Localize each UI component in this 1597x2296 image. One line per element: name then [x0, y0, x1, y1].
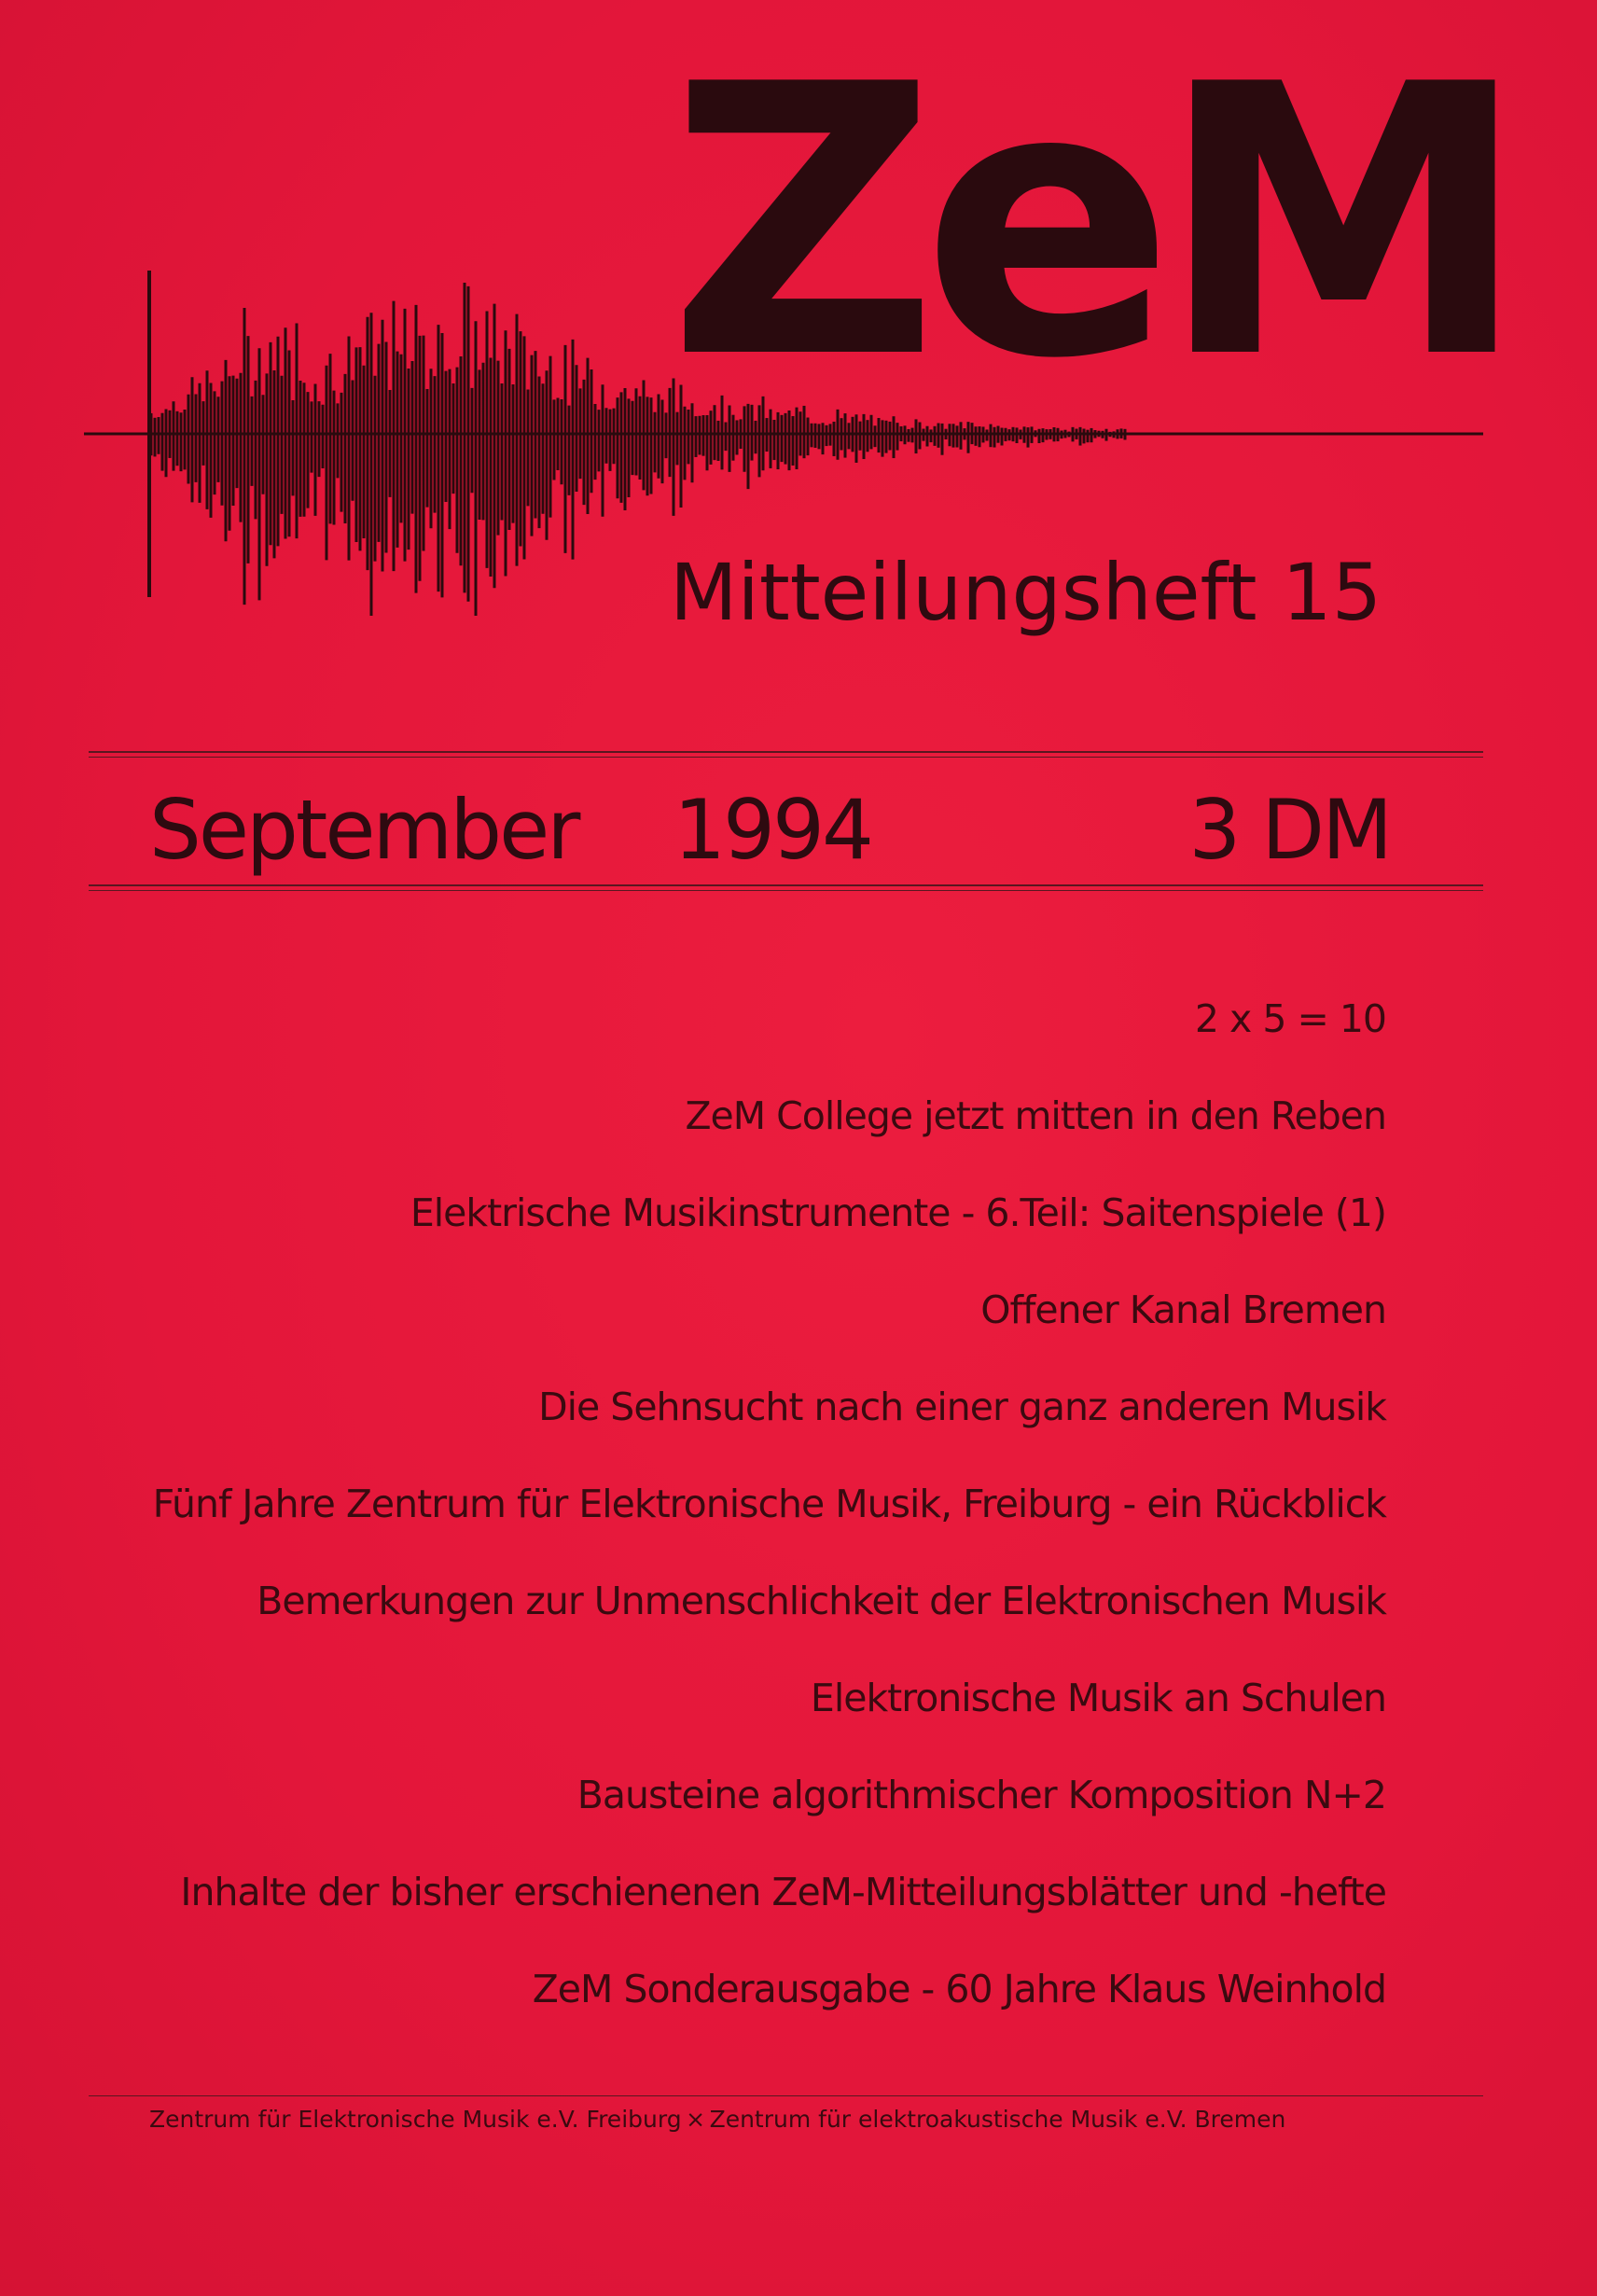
toc-item: Elektronische Musik an Schulen — [810, 1676, 1386, 1720]
toc-item: ZeM Sonderausgabe - 60 Jahre Klaus Weinhold — [532, 1967, 1386, 2011]
issue-price: 3 DM — [1188, 782, 1390, 878]
toc-item: Elektrische Musikinstrumente - 6.Teil: Saitenspiele (1) — [410, 1190, 1386, 1235]
toc-item: 2 x 5 = 10 — [1194, 996, 1386, 1041]
divider-bottom-thin — [89, 890, 1483, 891]
divider-bottom — [89, 884, 1483, 886]
issue-subtitle: Mitteilungsheft 15 — [670, 547, 1382, 638]
footer-publisher-bremen: Zentrum für elektroakustische Musik e.V. Bremen — [709, 2106, 1286, 2133]
toc-item: Offener Kanal Bremen — [980, 1287, 1386, 1332]
divider-top — [89, 751, 1483, 753]
toc-item: Fünf Jahre Zentrum für Elektronische Musik, Freiburg - ein Rückblick — [152, 1482, 1386, 1526]
issue-month: September — [149, 782, 578, 878]
footer-publisher-freiburg: Zentrum für Elektronische Musik e.V. Freiburg — [149, 2106, 682, 2133]
footer-separator: × — [686, 2106, 706, 2133]
issue-date-row — [149, 774, 1390, 886]
publisher-footer — [149, 2101, 1390, 2138]
issue-year: 1994 — [674, 782, 871, 878]
divider-top-thin — [89, 757, 1483, 758]
table-of-contents — [149, 970, 1386, 2038]
toc-item: Die Sehnsucht nach einer ganz anderen Musik — [538, 1385, 1386, 1429]
toc-item: Bemerkungen zur Unmenschlichkeit der Elektronischen Musik — [257, 1579, 1386, 1623]
toc-item: Bausteine algorithmischer Komposition N+2 — [576, 1773, 1386, 1817]
toc-item: ZeM College jetzt mitten in den Reben — [685, 1093, 1386, 1138]
toc-item: Inhalte der bisher erschienenen ZeM-Mitteilungsblätter und -hefte — [180, 1870, 1386, 1914]
zem-logo: ZeM — [668, 7, 1513, 440]
footer-divider — [89, 2095, 1483, 2096]
